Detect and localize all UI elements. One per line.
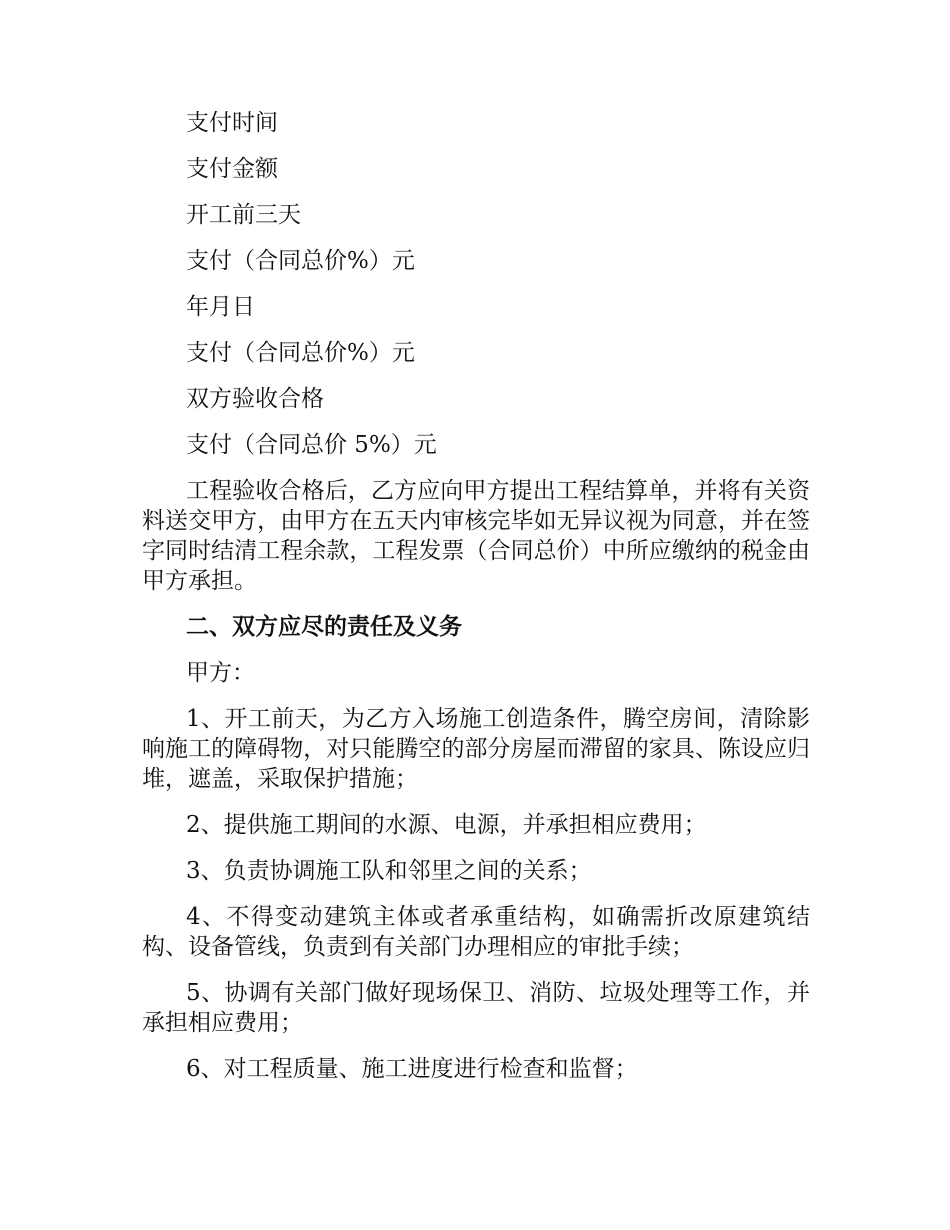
schedule-line-payment-time: 支付时间	[186, 110, 278, 136]
schedule-line-payment-1: 支付（合同总价%）元	[186, 248, 415, 274]
obligation-item: 5、协调有关部门做好现场保卫、消防、垃圾处理等工作，并承担相应费用；	[142, 980, 810, 1036]
obligation-item: 4、不得变动建筑主体或者承重结构，如确需折改原建筑结构、设备管线，负责到有关部门办理相应的审批手续；	[142, 904, 810, 960]
schedule-line-payment-2: 支付（合同总价%）元	[186, 340, 415, 366]
obligation-item: 2、提供施工期间的水源、电源，并承担相应费用；	[186, 812, 707, 838]
obligation-item: 3、负责协调施工队和邻里之间的关系；	[186, 858, 592, 884]
party-a-label: 甲方：	[186, 660, 255, 686]
section-heading: 二、双方应尽的责任及义务	[186, 613, 462, 640]
settlement-paragraph: 工程验收合格后，乙方应向甲方提出工程结算单，并将有关资料送交甲方，由甲方在五天内审核完毕如无异议视为同意，并在签字同时结清工程余款，工程发票（合同总价）中所应缴纳的税金由甲方承担。	[142, 478, 810, 594]
schedule-line-date: 年月日	[186, 294, 255, 320]
obligation-item: 1、开工前天，为乙方入场施工创造条件，腾空房间，清除影响施工的障碍物，对只能腾空的部分房屋而滞留的家具、陈设应归堆，遮盖，采取保护措施；	[142, 706, 810, 792]
document-body	[142, 108, 810, 1100]
schedule-line-three-days-before: 开工前三天	[186, 202, 301, 228]
schedule-line-payment-3: 支付（合同总价 5%）元	[186, 432, 437, 458]
obligation-item: 6、对工程质量、施工进度进行检查和监督；	[186, 1056, 638, 1082]
schedule-line-payment-amount: 支付金额	[186, 156, 278, 182]
schedule-line-acceptance: 双方验收合格	[186, 386, 324, 412]
